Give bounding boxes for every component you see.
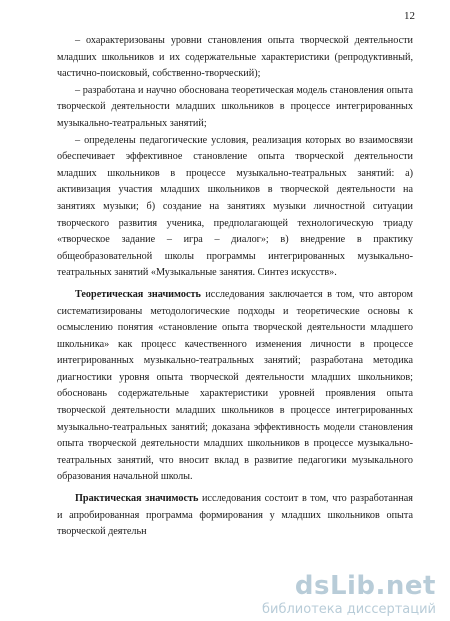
watermark-logo: dsLib.net xyxy=(294,571,436,601)
paragraph-lead: Теоретическая значимость xyxy=(75,288,201,300)
paragraph-practical-significance xyxy=(57,491,413,541)
paragraph-text: исследования состоит в том, что разработанная и апробированная программа формирования у младших школьников опыта творческой деятельн xyxy=(57,493,413,538)
paragraph-conditions xyxy=(57,133,413,282)
watermark-subtitle: библиотека диссертаций xyxy=(262,602,436,617)
paragraph-model xyxy=(57,83,413,133)
paragraph-text: – определены педагогические условия, реализация которых во взаимосвязи обеспечивает эффективное становление опыта творческой деятельности младших школьников в процессе музыкально-театральных занятий: а) активизация участия младших школьников в творческой деятельности на занятиях музыки; б) создание на занятиях музыки личностной ситуации творческого развития ученика, предполагающей технологическую триаду «творческое задание – игра – диалог»; в) внедрение в практику общеобразовательной школы программы интегрированных музыкально-театральных занятий «Музыкальные занятия. Синтез искусств». xyxy=(57,134,413,279)
paragraph-text: исследования заключается в том, что автором систематизированы методологические подходы и теоретические основы к осмыслению понятия «становление опыта творческой деятельности младшего школьника» как процесс качественного изменения личности в процессе интегрированных музыкально-театральных занятий; разработана методика диагностики уровня опыта творческой деятельности младших школьников; обосновань содержательные характеристики уровней проявления опыта творческой деятельности младших школьников в процессе интегрированных музыкально-театральных занятий; доказана эффективность модели становления опыта творческой деятельности младших школьников в процессе музыкально-театральных занятий, что вносит вклад в развитие педагогики музыкального образования начальной школы. xyxy=(57,288,413,483)
paragraph-levels xyxy=(57,33,413,83)
watermark xyxy=(226,571,436,617)
paragraph-text: – охарактеризованы уровни становления опыта творческой деятельности младших школьников и их содержательные характеристики (репродуктивный, частично-поисковый, собственно-творческий); xyxy=(57,35,413,80)
paragraph-text: – разработана и научно обоснована теоретическая модель становления опыта творческой деятельности младших школьников в процессе интегрированных музыкально-театральных занятий; xyxy=(57,84,413,129)
page-number: 12 xyxy=(404,10,415,22)
paragraph-lead: Практическая значимость xyxy=(75,493,199,505)
paragraph-theoretical-significance xyxy=(57,287,413,486)
document-body xyxy=(57,33,413,541)
